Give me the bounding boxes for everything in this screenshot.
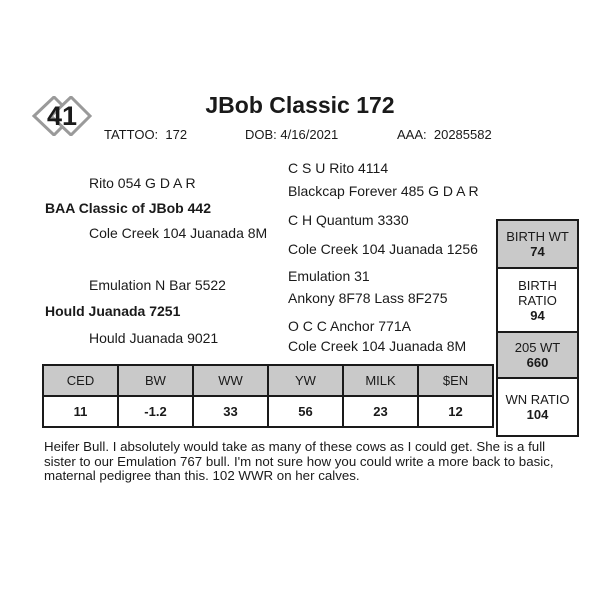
epd-table: [42, 364, 494, 428]
birth-weight-cell: [498, 221, 577, 269]
sire-dam: Cole Creek 104 Juanada 8M: [89, 225, 268, 241]
animal-name: JBob Classic 172: [205, 92, 395, 118]
sire-dam-sire: C H Quantum 3330: [288, 212, 409, 228]
weight-205-cell: [498, 333, 577, 379]
epd-header-row: [43, 365, 493, 396]
sire-sire-dam: Blackcap Forever 485 G D A R: [288, 183, 479, 199]
epd-value-ced: 11: [43, 396, 118, 427]
birth-ratio-cell: [498, 269, 577, 333]
dob-field: [245, 127, 338, 142]
lot-number: 41: [46, 101, 78, 131]
dam-sire: Emulation N Bar 5522: [89, 277, 226, 293]
birth-ratio-value: 94: [530, 307, 545, 323]
sire: BAA Classic of JBob 442: [45, 200, 211, 216]
tattoo-value: 172: [165, 127, 188, 142]
epd-value-en: 12: [418, 396, 493, 427]
dob-value: 4/16/2021: [280, 127, 339, 142]
dam-dam-dam: Cole Creek 104 Juanada 8M: [288, 338, 467, 354]
performance-panel: [496, 219, 579, 437]
dam-dam: Hould Juanada 9021: [89, 330, 219, 346]
sire-dam-dam: Cole Creek 104 Juanada 1256: [288, 241, 478, 257]
aaa-label: AAA:: [397, 127, 427, 142]
dam-dam-sire: O C C Anchor 771A: [288, 318, 411, 334]
weight-205-label: 205 WT: [514, 340, 561, 355]
weaning-ratio-value: 104: [526, 407, 549, 422]
dam-sire-dam: Ankony 8F78 Lass 8F275: [288, 290, 448, 306]
sire-sire: Rito 054 G D A R: [89, 175, 196, 191]
dam-sire-sire: Emulation 31: [288, 268, 370, 284]
tattoo-label: TATTOO:: [104, 127, 159, 142]
epd-header-ced: CED: [43, 365, 118, 396]
epd-header-en: $EN: [418, 365, 493, 396]
birth-ratio-label-1: BIRTH: [518, 277, 557, 293]
epd-header-bw: BW: [118, 365, 193, 396]
epd-value-bw: -1.2: [118, 396, 193, 427]
epd-value-milk: 23: [343, 396, 418, 427]
aaa-value: 20285582: [433, 127, 492, 142]
birth-ratio-label-2: RATIO: [518, 292, 557, 308]
epd-value-ww: 33: [193, 396, 268, 427]
epd-header-ww: WW: [193, 365, 268, 396]
weaning-ratio-cell: [498, 379, 577, 435]
weight-205-value: 660: [526, 355, 549, 370]
dam: Hould Juanada 7251: [45, 303, 181, 319]
birth-weight-value: 74: [530, 244, 545, 259]
weaning-ratio-label: WN RATIO: [505, 392, 570, 407]
sire-sire-sire: C S U Rito 4114: [288, 160, 389, 176]
comments-text: Heifer Bull. I absolutely would take as many of these cows as I could get. She is a full sister to our Emulation 767 bull. I'm not sure how you could write a more back to basic, maternal pedigree than this. 102 WWR on her calves.: [44, 439, 554, 483]
aaa-field: [397, 127, 492, 142]
epd-value-row: [43, 396, 493, 427]
tattoo-field: [104, 127, 187, 142]
epd-header-yw: YW: [268, 365, 343, 396]
birth-weight-label: BIRTH WT: [506, 229, 569, 244]
epd-header-milk: MILK: [343, 365, 418, 396]
epd-value-yw: 56: [268, 396, 343, 427]
dob-label: DOB:: [245, 127, 277, 142]
